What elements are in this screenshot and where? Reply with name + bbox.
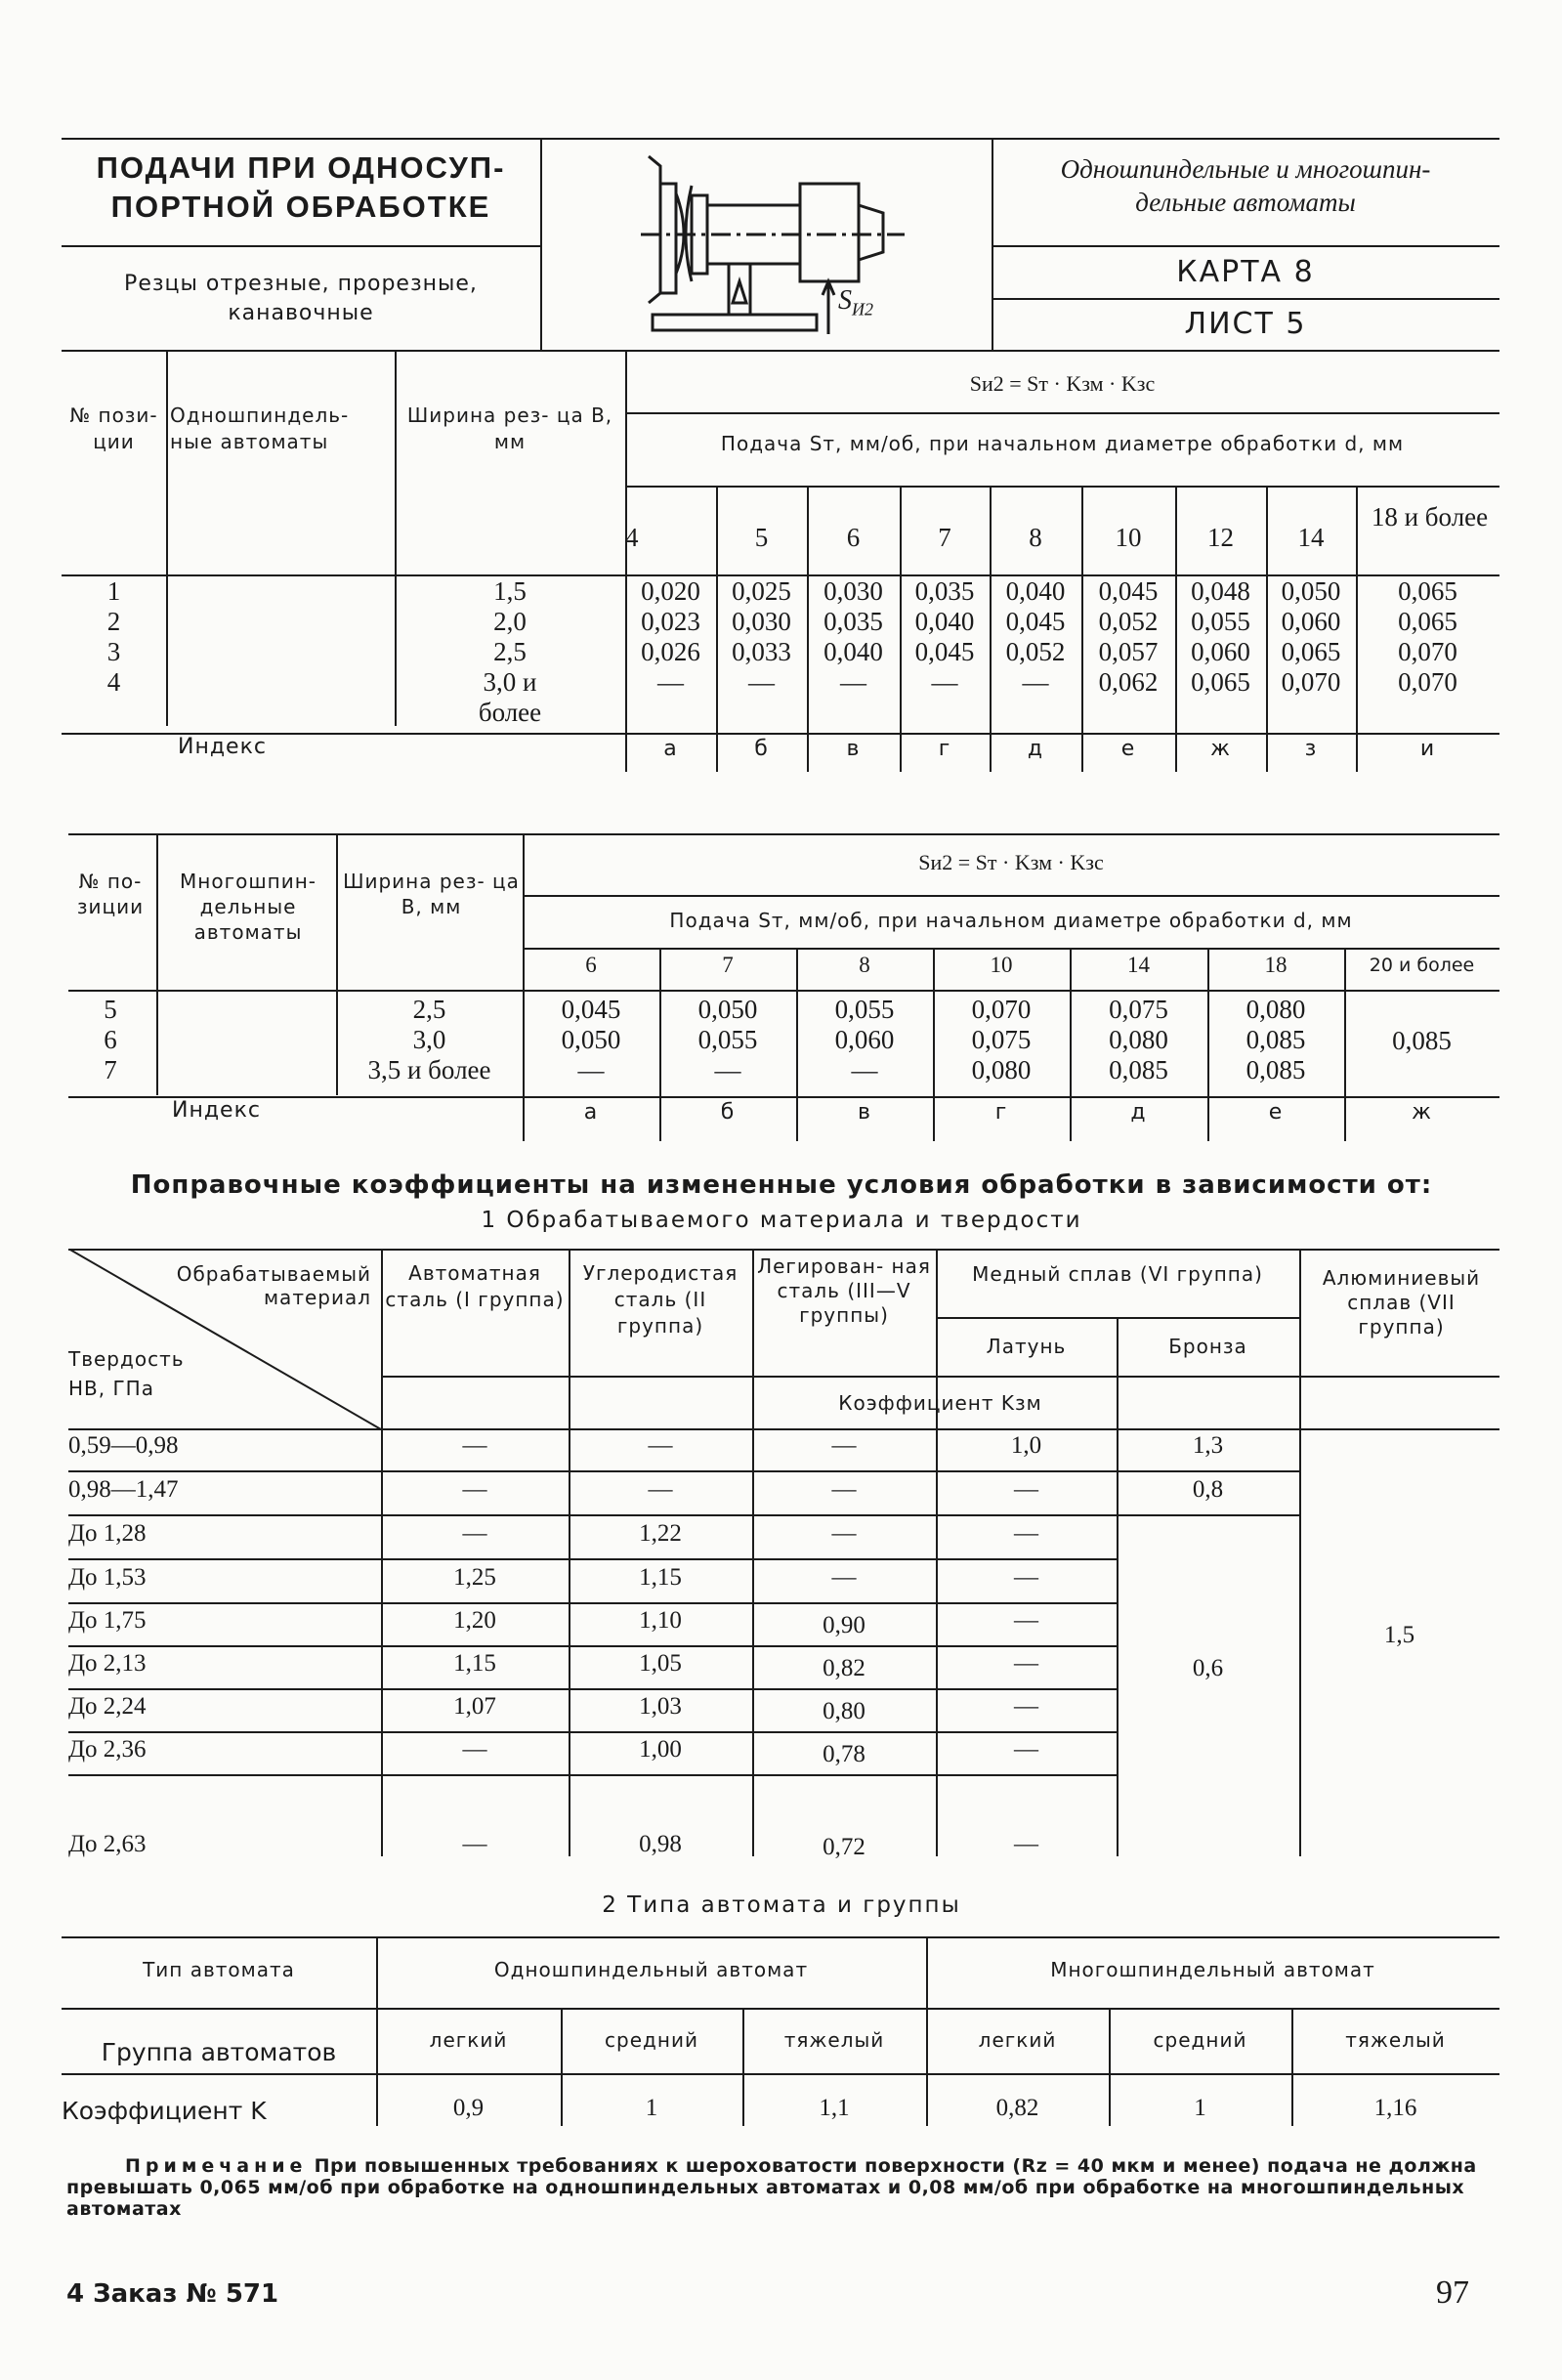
- corrections-sub1: 1 Обрабатываемого материала и твердости: [481, 1208, 1082, 1233]
- coef-k-label: Коэффициент K: [62, 2097, 267, 2125]
- t1-value: —: [931, 667, 958, 697]
- corrections-heading: Поправочные коэффициенты на измененные условия обработки в зависимости от:: [130, 1170, 1433, 1200]
- t2-diameter: 18: [1264, 953, 1288, 977]
- t1-width: 2,5: [493, 637, 527, 666]
- t1-col-d12: [1175, 576, 1266, 698]
- t2-diameter: 8: [859, 953, 870, 977]
- material-bronze: Бронза: [1168, 1335, 1247, 1358]
- hardness-cell: До 2,24: [68, 1693, 147, 1720]
- t1-diameter: 14: [1297, 523, 1325, 552]
- t2-value: 0,080: [1245, 995, 1306, 1024]
- t2-value: 0,080: [1109, 1025, 1168, 1054]
- auto-steel-cell: —: [462, 1736, 487, 1763]
- brass-cell: —: [1014, 1693, 1038, 1720]
- hardness-cell: До 2,36: [68, 1736, 147, 1763]
- t1-value: 0,045: [1098, 576, 1159, 606]
- t1-index: е: [1120, 737, 1136, 761]
- t1-position: 3: [106, 637, 121, 666]
- t2-col-d18: [1207, 995, 1344, 1085]
- hardness-cell: До 1,75: [68, 1607, 147, 1634]
- t1-value: 0,065: [1281, 637, 1341, 666]
- t1-value: 0,030: [732, 607, 791, 636]
- t1-diameter: 6: [846, 523, 861, 552]
- alloy-steel-cell: —: [831, 1564, 857, 1591]
- material-brass: Латунь: [986, 1335, 1067, 1358]
- coef-k-cell: 1,1: [819, 2095, 850, 2121]
- t1-diameter: 4: [625, 523, 639, 552]
- t2-value: 0,085: [1245, 1025, 1306, 1054]
- note-text: При повышенных требованиях к шероховатости поверхности (Rz = 40 мкм и менее) подача не должна превышать 0,065 мм/об при обработке на одношпиндельных автоматах и 0,08 мм/об при обработке на многошпиндельных автоматах: [66, 2155, 1477, 2220]
- t1-diameter: 12: [1207, 523, 1234, 552]
- t1-value: 0,045: [1005, 607, 1066, 636]
- t2-index: б: [720, 1100, 736, 1125]
- material-carbon-steel: Углеродистая сталь (II группа): [582, 1261, 739, 1338]
- subtitle-line-2: канавочные: [228, 301, 374, 325]
- t1-col-d4: [625, 576, 716, 698]
- t2-index: д: [1130, 1100, 1147, 1125]
- t1-diameter: 5: [754, 523, 769, 552]
- t2-value: 0,055: [834, 995, 895, 1024]
- auto-steel-cell: —: [462, 1476, 487, 1503]
- alloy-steel-cell: —: [831, 1476, 857, 1503]
- t2-positions: [64, 995, 156, 1085]
- t1-index: и: [1419, 737, 1436, 761]
- diag-top: Обрабатываемый материал: [176, 1262, 371, 1309]
- carbon-steel-cell: 1,00: [639, 1736, 682, 1763]
- auto-steel-cell: 1,20: [453, 1607, 496, 1634]
- t2-value: —: [714, 1055, 741, 1084]
- bronze-cell: 0,6: [1192, 1655, 1224, 1681]
- alloy-steel-cell: 0,82: [823, 1655, 865, 1681]
- t1-value: 0,040: [914, 607, 975, 636]
- card-number: КАРТА 8: [1176, 255, 1315, 289]
- t2-position: 6: [104, 1025, 117, 1054]
- machine-type-sub2: 2 Типа автомата и группы: [602, 1892, 961, 1918]
- t2-value: —: [851, 1055, 878, 1084]
- brass-cell: —: [1014, 1476, 1038, 1503]
- t2-index: а: [583, 1100, 599, 1125]
- t2-col-machine: Многошпин- дельные автоматы: [180, 870, 317, 944]
- t1-value: 0,045: [914, 637, 975, 666]
- sketch-feed-label: S: [838, 285, 852, 316]
- t1-diameter: 10: [1115, 523, 1142, 552]
- t2-col-d10: [933, 995, 1070, 1085]
- hardness-cell: До 1,28: [68, 1520, 147, 1547]
- t2-width: 3,5 и более: [367, 1055, 491, 1084]
- coef-kzm-label: Коэффициент Kзм: [838, 1391, 1042, 1415]
- t1-value: 0,035: [914, 576, 975, 606]
- t1-value: 0,065: [1398, 607, 1457, 636]
- t2-index: е: [1268, 1100, 1284, 1125]
- t1-feed-caption: Подача Sт, мм/об, при начальном диаметре обработки d, мм: [720, 432, 1405, 455]
- group-cell: тяжелый: [783, 2028, 885, 2052]
- t2-col-d6: [523, 995, 659, 1085]
- t1-col-width: Ширина рез- ца B, мм: [406, 404, 613, 453]
- t1-value: 0,070: [1281, 667, 1341, 697]
- machines-line-2: дельные автоматы: [1135, 188, 1356, 217]
- t2-col-d20-value: 0,085: [1392, 1026, 1452, 1055]
- t1-value: —: [748, 667, 775, 697]
- alloy-steel-cell: 0,90: [823, 1612, 865, 1638]
- t1-col-pos: № пози- ции: [69, 404, 158, 453]
- brass-cell: —: [1014, 1736, 1038, 1763]
- t1-diameter: 8: [1029, 523, 1042, 552]
- carbon-steel-cell: —: [648, 1432, 673, 1459]
- carbon-steel-cell: 1,03: [639, 1693, 682, 1720]
- material-alloy-steel: Легирован- ная сталь (III—V группы): [757, 1254, 931, 1327]
- t2-index: в: [858, 1100, 871, 1125]
- t1-width: 3,0 и: [483, 667, 537, 697]
- auto-steel-cell: 1,25: [453, 1564, 496, 1591]
- t1-col-d6: [807, 576, 900, 698]
- carbon-steel-cell: 1,22: [639, 1520, 682, 1547]
- t1-value: 0,025: [732, 576, 791, 606]
- hardness-cell: До 1,53: [68, 1564, 147, 1591]
- t1-col-d7: [900, 576, 990, 698]
- carbon-steel-cell: —: [648, 1476, 673, 1503]
- coef-k-cell: 0,9: [452, 2095, 485, 2121]
- t2-value: 0,080: [971, 1055, 1032, 1084]
- t1-index: б: [754, 737, 769, 761]
- hardness-cell: До 2,13: [68, 1650, 147, 1677]
- alloy-steel-cell: 0,80: [823, 1698, 865, 1724]
- t2-diameter: 6: [585, 953, 597, 977]
- t1-value: 0,040: [1005, 576, 1066, 606]
- t2-col-d7: [659, 995, 796, 1085]
- t1-value: 0,030: [823, 576, 883, 606]
- group-cell: тяжелый: [1345, 2028, 1446, 2052]
- t1-col-d8: [990, 576, 1081, 698]
- hardness-cell: 0,59—0,98: [68, 1432, 179, 1459]
- t2-diameter: 10: [990, 953, 1013, 977]
- group-cell: легкий: [978, 2028, 1057, 2052]
- note-label: Примечание: [125, 2155, 308, 2177]
- t2-formula: Sи2 = Sт · Kзм · Kзс: [918, 850, 1104, 874]
- t2-diameter: 7: [722, 953, 734, 977]
- material-auto-steel: Автоматная сталь (I группа): [385, 1261, 565, 1311]
- t1-value: 0,052: [1005, 637, 1066, 666]
- t1-value: —: [657, 667, 684, 697]
- auto-steel-cell: —: [462, 1831, 487, 1857]
- t2-value: 0,060: [834, 1025, 895, 1054]
- t2-width: 3,0: [412, 1025, 446, 1054]
- t1-index-label: Индекс: [178, 735, 267, 759]
- t1-position: 2: [106, 607, 121, 636]
- t2-value: 0,045: [561, 995, 621, 1024]
- hardness-cell: До 2,63: [68, 1831, 147, 1857]
- t1-position: 4: [106, 667, 121, 697]
- t1-value: 0,065: [1398, 576, 1457, 606]
- t2-index: ж: [1412, 1100, 1432, 1125]
- brass-cell: —: [1014, 1831, 1038, 1857]
- hardness-cell: 0,98—1,47: [68, 1476, 179, 1503]
- t2-diameter: 14: [1127, 953, 1150, 977]
- carbon-steel-cell: 1,15: [639, 1564, 682, 1591]
- t1-value: 0,057: [1098, 637, 1159, 666]
- t1-value: 0,060: [1281, 607, 1341, 636]
- t1-width: 1,5: [493, 576, 527, 606]
- t2-position: 7: [104, 1055, 117, 1084]
- title-line-1: ПОДАЧИ ПРИ ОДНОСУП-: [96, 150, 506, 185]
- t2-col-width: Ширина рез- ца B, мм: [343, 870, 520, 918]
- t2-index-label: Индекс: [172, 1098, 261, 1123]
- coef-k-cell: 1: [645, 2095, 658, 2121]
- t2-width: 2,5: [412, 995, 446, 1024]
- t1-index: ж: [1210, 737, 1231, 761]
- t1-value: 0,035: [823, 607, 883, 636]
- t2-col-pos: № по- зиции: [76, 870, 145, 918]
- note-block: [66, 2155, 1499, 2220]
- t2-value: 0,055: [697, 1025, 758, 1054]
- t1-value: 0,070: [1398, 637, 1457, 666]
- group-label: Группа автоматов: [101, 2038, 337, 2066]
- coef-k-cell: 1,16: [1373, 2095, 1417, 2121]
- t2-value: —: [577, 1055, 605, 1084]
- t1-value: 0,070: [1398, 667, 1457, 697]
- t1-width: 2,0: [493, 607, 527, 636]
- sheet-number: ЛИСТ 5: [1184, 307, 1307, 341]
- t1-value: 0,050: [1281, 576, 1341, 606]
- t1-col-d18: [1356, 576, 1499, 698]
- alloy-steel-cell: 0,78: [823, 1741, 865, 1767]
- brass-cell: 1,0: [1010, 1432, 1042, 1459]
- t1-value: 0,026: [641, 637, 700, 666]
- t2-value: 0,075: [1109, 995, 1168, 1024]
- t1-col-d5: [716, 576, 807, 698]
- t2-value: 0,070: [971, 995, 1032, 1024]
- aluminium-cell: 1,5: [1383, 1622, 1415, 1648]
- brass-cell: —: [1014, 1564, 1038, 1591]
- page-number: 97: [1436, 2274, 1469, 2311]
- alloy-steel-cell: —: [831, 1432, 857, 1459]
- auto-steel-cell: 1,07: [453, 1693, 496, 1720]
- t1-value: 0,060: [1191, 637, 1250, 666]
- t1-index: г: [938, 737, 951, 761]
- t2-index: г: [994, 1100, 1008, 1125]
- t1-widths: [395, 576, 625, 728]
- brass-cell: —: [1014, 1520, 1038, 1547]
- t2-feed-caption: Подача Sт, мм/об, при начальном диаметре обработки d, мм: [669, 909, 1353, 932]
- material-aluminium: Алюминиевый сплав (VII группа): [1322, 1266, 1481, 1339]
- t1-index: а: [663, 737, 678, 761]
- t1-value: 0,033: [732, 637, 791, 666]
- t2-value: 0,085: [1245, 1055, 1306, 1084]
- t1-value: 0,062: [1098, 667, 1159, 697]
- subtitle-line-1: Резцы отрезные, прорезные,: [124, 272, 478, 296]
- t1-index: д: [1027, 737, 1044, 761]
- t2-col-d8: [796, 995, 933, 1085]
- t1-value: —: [840, 667, 866, 697]
- bronze-cell: 1,3: [1192, 1432, 1224, 1459]
- t2-position: 5: [104, 995, 117, 1024]
- carbon-steel-cell: 0,98: [639, 1831, 682, 1857]
- type-multi: Многошпиндельный автомат: [1050, 1958, 1375, 1981]
- material-copper: Медный сплав (VI группа): [972, 1262, 1263, 1286]
- t1-value: 0,065: [1191, 667, 1250, 697]
- group-cell: средний: [605, 2028, 698, 2052]
- t1-index: з: [1304, 737, 1318, 761]
- t2-widths: [336, 995, 523, 1085]
- t2-value: 0,050: [561, 1025, 621, 1054]
- type-label: Тип автомата: [143, 1958, 295, 1981]
- group-cell: средний: [1153, 2028, 1247, 2052]
- coef-k-cell: 1: [1194, 2095, 1206, 2121]
- t1-value: 0,055: [1191, 607, 1250, 636]
- t1-width: более: [478, 698, 542, 727]
- carbon-steel-cell: 1,10: [639, 1607, 682, 1634]
- auto-steel-cell: 1,15: [453, 1650, 496, 1677]
- footer-order: 4 Заказ № 571: [66, 2279, 279, 2309]
- t1-col-d14: [1266, 576, 1356, 698]
- type-single: Одношпиндельный автомат: [493, 1958, 809, 1981]
- t1-position: 1: [106, 576, 121, 606]
- t1-value: 0,040: [823, 637, 883, 666]
- t1-diameter: 18 и более: [1371, 502, 1489, 531]
- t2-col-d14: [1070, 995, 1207, 1085]
- group-cell: легкий: [429, 2028, 508, 2052]
- bronze-cell: 0,8: [1192, 1476, 1224, 1503]
- auto-steel-cell: —: [462, 1432, 487, 1459]
- cutting-tool-sketch: [641, 147, 914, 342]
- t2-value: 0,075: [971, 1025, 1032, 1054]
- t1-index: в: [846, 737, 861, 761]
- brass-cell: —: [1014, 1607, 1038, 1634]
- t1-value: 0,023: [641, 607, 700, 636]
- machines-line-1: Одношпиндельные и многошпин-: [1060, 154, 1431, 184]
- t1-value: 0,052: [1098, 607, 1159, 636]
- title-line-2: ПОРТНОЙ ОБРАБОТКЕ: [110, 190, 491, 224]
- t1-value: —: [1022, 667, 1049, 697]
- t1-value: 0,020: [641, 576, 700, 606]
- t1-formula: Sи2 = Sт · Kзм · Kзс: [969, 371, 1156, 396]
- carbon-steel-cell: 1,05: [639, 1650, 682, 1677]
- alloy-steel-cell: —: [831, 1520, 857, 1547]
- t2-diameter: 20 и более: [1369, 955, 1475, 976]
- t1-diameter: 7: [938, 523, 951, 552]
- t1-col-d10: [1081, 576, 1175, 698]
- t1-col-machine: Одношпиндель- ные автоматы: [170, 404, 350, 453]
- auto-steel-cell: —: [462, 1520, 487, 1547]
- t1-positions: [62, 576, 166, 698]
- coef-k-cell: 0,82: [995, 2095, 1039, 2121]
- brass-cell: —: [1014, 1650, 1038, 1677]
- sketch-feed-label-sub: И2: [852, 299, 873, 319]
- t2-value: 0,085: [1109, 1055, 1168, 1084]
- diag-bottom: Твердость НВ, ГПа: [68, 1347, 185, 1400]
- t1-value: 0,048: [1191, 576, 1250, 606]
- t2-value: 0,050: [697, 995, 758, 1024]
- alloy-steel-cell: 0,72: [823, 1834, 865, 1860]
